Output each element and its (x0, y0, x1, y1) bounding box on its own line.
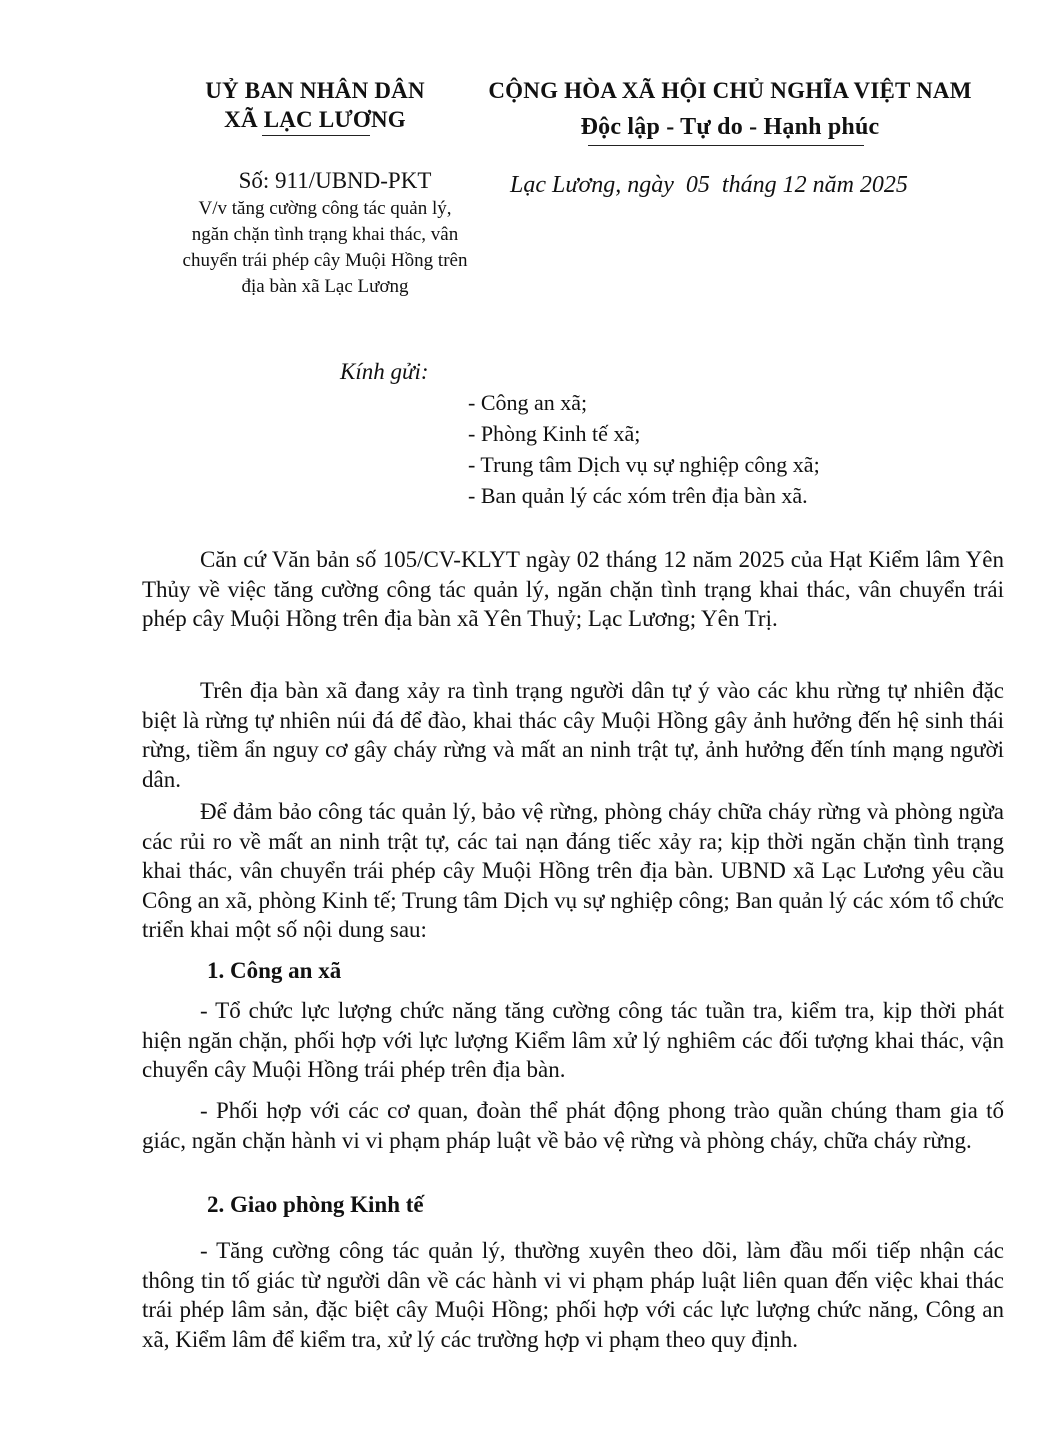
section-1-item-1: - Tổ chức lực lượng chức năng tăng cường công tác tuần tra, kiểm tra, kịp thời phát hiện ngăn chặn, phối hợp với lực lượng Kiểm lâm xử lý nghiêm các đối tượng khai thác, vận chuyển cây Muội Hồng trái phép trên địa bàn. (142, 998, 1004, 1082)
recipient-item: - Trung tâm Dịch vụ sự nghiệp công xã; (468, 452, 820, 477)
recipient-item: - Phòng Kinh tế xã; (468, 421, 641, 446)
document-subject (150, 196, 500, 300)
paragraph-legal-basis: Căn cứ Văn bản số 105/CV-KLYT ngày 02 tháng 12 năm 2025 của Hạt Kiểm lâm Yên Thủy về việc tăng cường công tác quản lý, ngăn chặn tình trạng khai thác, vân chuyển trái phép cây Muội Hồng trên địa bàn xã Yên Thuỷ; Lạc Lương; Yên Trị. (142, 547, 1004, 631)
subject-line: địa bàn xã Lạc Lương (241, 276, 409, 297)
agency-underline (262, 135, 370, 136)
paragraph-request: Để đảm bảo công tác quản lý, bảo vệ rừng, phòng cháy chữa cháy rừng và phòng ngừa các rủi ro về mất an ninh trật tự, các tai nạn đáng tiếc xảy ra; kịp thời ngăn chặn tình trạng khai thác, vân chuyển trái phép cây Muội Hồng trên địa bàn. UBND xã Lạc Lương yêu cầu Công an xã, phòng Kinh tế; Trung tâm Dịch vụ sự nghiệp công; Ban quản lý các xóm tổ chức triển khai một số nội dung sau: (142, 799, 1004, 942)
paragraph-situation: Trên địa bàn xã đang xảy ra tình trạng người dân tự ý vào các khu rừng tự nhiên đặc biệt là rừng tự nhiên núi đá để đào, khai thác cây Muội Hồng gây ảnh hưởng đến hệ sinh thái rừng, tiềm ẩn nguy cơ gây cháy rừng và mất an ninh trật tự, ảnh hưởng đến tính mạng người dân. (142, 678, 1004, 792)
recipients-label: Kính gửi: (340, 359, 429, 384)
section-1-title: 1. Công an xã (207, 958, 342, 983)
nation-motto: Độc lập - Tự do - Hạnh phúc (580, 114, 880, 140)
subject-line: ngăn chặn tình trạng khai thác, vân (191, 224, 459, 245)
section-2-title: 2. Giao phòng Kinh tế (207, 1192, 424, 1217)
document-number: Số: 911/UBND-PKT (238, 168, 432, 193)
subject-line: V/v tăng cường công tác quản lý, (198, 198, 452, 219)
agency-name: UỶ BAN NHÂN DÂN (205, 78, 425, 103)
document-date: Lạc Lương, ngày 05 tháng 12 năm 2025 (510, 172, 908, 198)
commune-name: XÃ LẠC LƯƠNG (224, 107, 406, 132)
recipient-item: - Ban quản lý các xóm trên địa bàn xã. (468, 483, 808, 508)
nation-title: CỘNG HÒA XÃ HỘI CHỦ NGHĨA VIỆT NAM (488, 78, 972, 103)
recipients-list (468, 387, 988, 511)
recipient-item: - Công an xã; (468, 390, 588, 415)
section-1-item-2: - Phối hợp với các cơ quan, đoàn thể phát động phong trào quần chúng tham gia tố giác, ngăn chặn hành vi vi phạm pháp luật về bảo vệ rừng và phòng cháy, chữa cháy rừng. (142, 1098, 1004, 1153)
motto-underline (588, 145, 864, 146)
section-2-item-1: - Tăng cường công tác quản lý, thường xuyên theo dõi, làm đầu mối tiếp nhận các thông tin tố giác từ người dân về các hành vi vi phạm pháp luật liên quan đến việc khai thác trái phép lâm sản, đặc biệt cây Muội Hồng; phối hợp với các lực lượng chức năng, Công an xã, Kiểm lâm để kiểm tra, xử lý các trường hợp vi phạm theo quy định. (142, 1238, 1004, 1352)
subject-line: chuyển trái phép cây Muội Hồng trên (182, 250, 468, 271)
